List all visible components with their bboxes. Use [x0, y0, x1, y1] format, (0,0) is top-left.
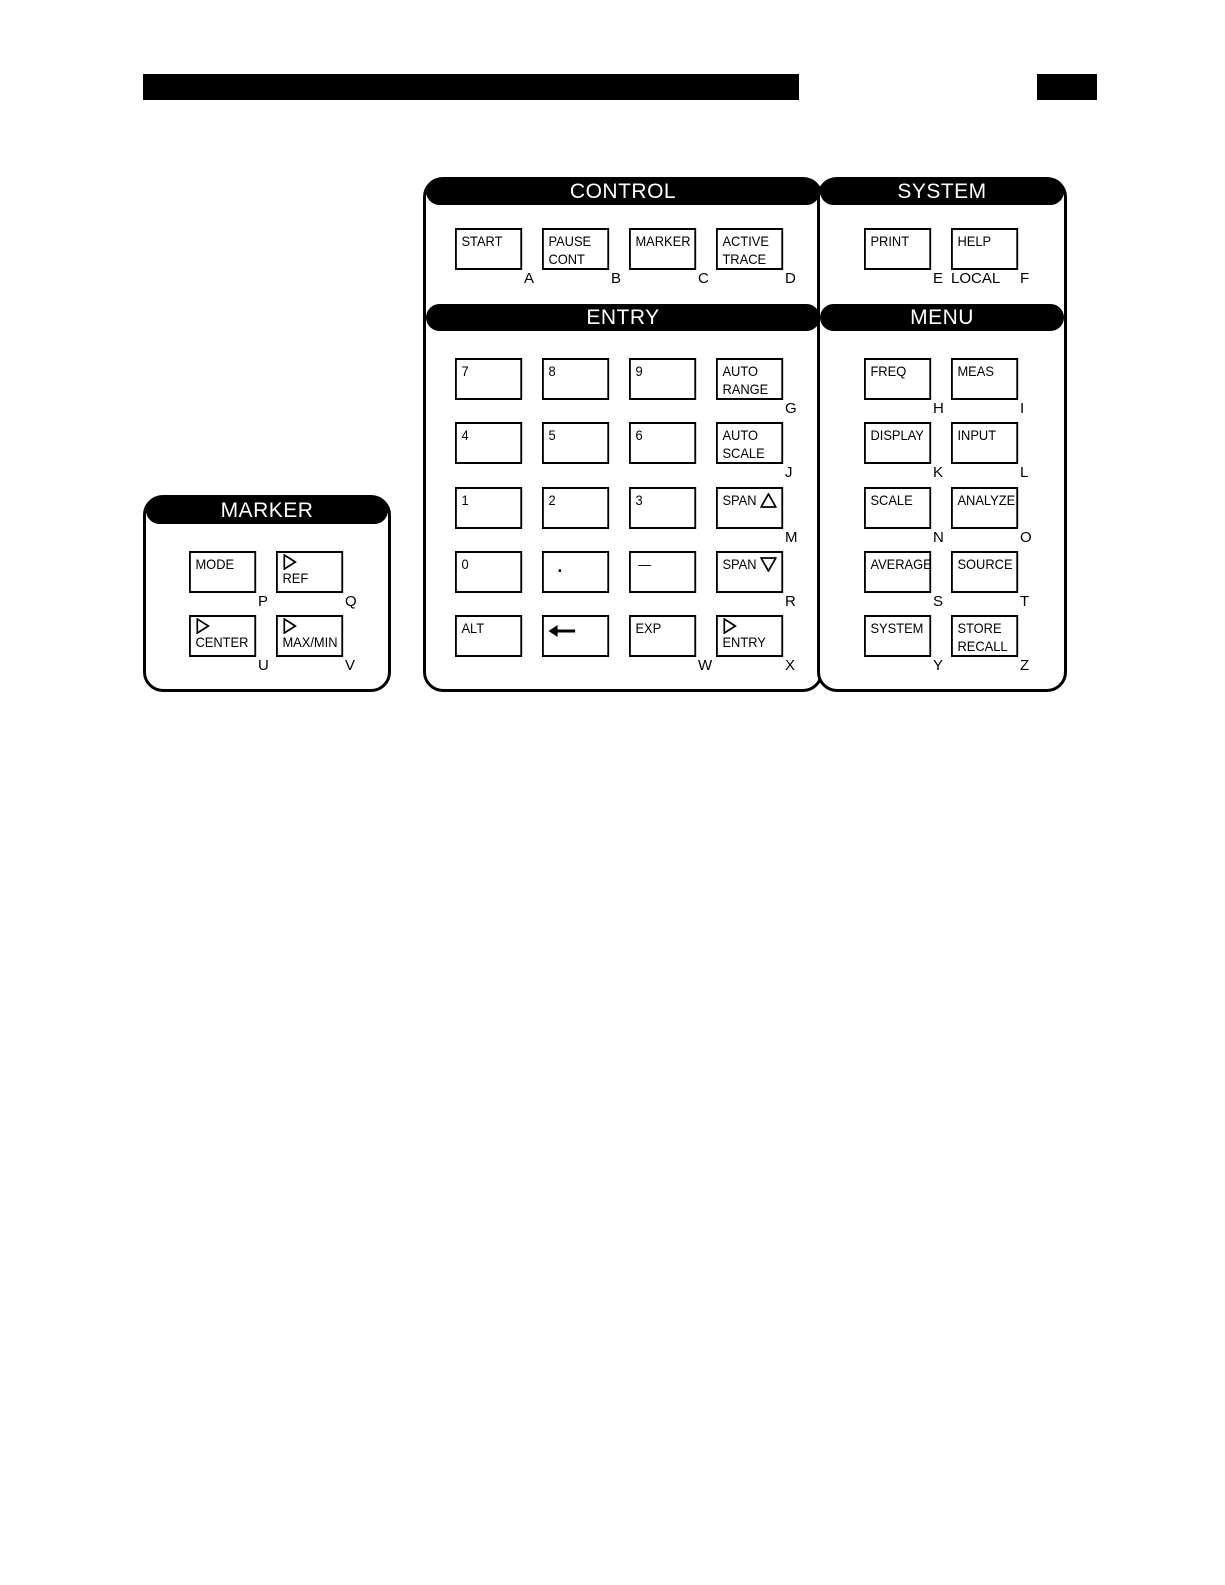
- key-label: 2: [548, 492, 556, 508]
- key-center[interactable]: [189, 615, 256, 657]
- key-scale[interactable]: [864, 487, 931, 529]
- key-label: 0: [461, 556, 469, 572]
- key-letter-f: F: [1020, 270, 1030, 287]
- key-label: TRACE: [722, 251, 767, 267]
- key-k8[interactable]: [542, 358, 609, 400]
- key-system[interactable]: [864, 615, 931, 657]
- key-marker[interactable]: [629, 228, 696, 270]
- key-autoscale[interactable]: [716, 422, 783, 464]
- key-label: RANGE: [722, 381, 769, 397]
- key-meas[interactable]: [951, 358, 1018, 400]
- key-label: REF: [282, 570, 309, 586]
- key-letter-n: N: [933, 529, 944, 546]
- key-letter-t: T: [1020, 593, 1030, 610]
- key-average[interactable]: [864, 551, 931, 593]
- key-letter-h: H: [933, 400, 944, 417]
- key-analyze[interactable]: [951, 487, 1018, 529]
- key-label: 4: [461, 427, 469, 443]
- key-label: 3: [635, 492, 643, 508]
- key-back[interactable]: [542, 615, 609, 657]
- key-label: 5: [548, 427, 556, 443]
- key-letter-s: S: [933, 593, 944, 610]
- key-letter-k: K: [933, 464, 944, 481]
- header-bar: [143, 74, 799, 100]
- key-entry[interactable]: [716, 615, 783, 657]
- key-exp[interactable]: [629, 615, 696, 657]
- key-k6[interactable]: [629, 422, 696, 464]
- key-display[interactable]: [864, 422, 931, 464]
- key-input[interactable]: [951, 422, 1018, 464]
- key-alt[interactable]: [455, 615, 522, 657]
- key-k0[interactable]: [455, 551, 522, 593]
- key-k9[interactable]: [629, 358, 696, 400]
- key-ref[interactable]: [276, 551, 343, 593]
- triangle-right-icon: [282, 618, 341, 634]
- triangle-down-icon: [760, 557, 777, 572]
- key-k4[interactable]: [455, 422, 522, 464]
- key-print[interactable]: [864, 228, 931, 270]
- system-menu-panel: [817, 177, 1067, 692]
- key-label: STORE: [957, 620, 1002, 636]
- key-label: ACTIVE: [722, 233, 769, 249]
- key-label: PAUSE: [548, 233, 592, 249]
- key-label: —: [638, 556, 652, 572]
- key-label: AVERAGE: [870, 556, 932, 572]
- key-letter-p: P: [258, 593, 269, 610]
- key-freq[interactable]: [864, 358, 931, 400]
- key-k5[interactable]: [542, 422, 609, 464]
- key-label: RECALL: [957, 638, 1008, 654]
- key-letter-v: V: [345, 657, 356, 674]
- triangle-up-icon: [760, 493, 777, 508]
- key-label: SOURCE: [957, 556, 1013, 572]
- key-label: CENTER: [195, 634, 249, 650]
- key-letter-d: D: [785, 270, 796, 287]
- key-label: SCALE: [722, 445, 765, 461]
- key-letter-u: U: [258, 657, 269, 674]
- system-header: SYSTEM: [820, 178, 1064, 205]
- key-label: SPAN: [722, 491, 781, 509]
- key-label: 7: [461, 363, 469, 379]
- key-letter-y: Y: [933, 657, 944, 674]
- entry-header: ENTRY: [426, 304, 820, 331]
- key-k3[interactable]: [629, 487, 696, 529]
- key-letter-b: B: [611, 270, 622, 287]
- key-label: START: [461, 233, 503, 249]
- key-letter-e: E: [933, 270, 944, 287]
- key-label: SCALE: [870, 492, 913, 508]
- key-label: CONT: [548, 251, 585, 267]
- key-letter-x: X: [785, 657, 796, 674]
- key-active[interactable]: [716, 228, 783, 270]
- key-source[interactable]: [951, 551, 1018, 593]
- menu-header: MENU: [820, 304, 1064, 331]
- key-minus[interactable]: [629, 551, 696, 593]
- key-letter-r: R: [785, 593, 796, 610]
- key-mode[interactable]: [189, 551, 256, 593]
- key-spanup[interactable]: [716, 487, 783, 529]
- key-dot[interactable]: [542, 551, 609, 593]
- key-label: DISPLAY: [870, 427, 924, 443]
- key-autorange[interactable]: [716, 358, 783, 400]
- key-letter-a: A: [524, 270, 535, 287]
- key-label: SPAN: [722, 555, 781, 573]
- key-label: AUTO: [722, 363, 758, 379]
- key-label: MODE: [195, 556, 235, 572]
- key-label: MAX/MIN: [282, 634, 338, 650]
- key-label: PRINT: [870, 233, 910, 249]
- key-label: 8: [548, 363, 556, 379]
- key-label: INPUT: [957, 427, 997, 443]
- key-sublabel-local: LOCAL: [951, 270, 1001, 287]
- page-tab-bar: [1037, 74, 1097, 100]
- triangle-right-icon: [722, 618, 781, 634]
- key-letter-o: O: [1020, 529, 1032, 546]
- key-label: ALT: [461, 620, 485, 636]
- key-letter-i: I: [1020, 400, 1025, 417]
- key-label: MEAS: [957, 363, 994, 379]
- key-label: ANALYZE: [957, 492, 1016, 508]
- key-label: EXP: [635, 620, 662, 636]
- key-letter-j: J: [785, 464, 793, 481]
- key-store[interactable]: [951, 615, 1018, 657]
- key-k1[interactable]: [455, 487, 522, 529]
- key-maxmin[interactable]: [276, 615, 343, 657]
- key-label: 1: [461, 492, 469, 508]
- key-letter-l: L: [1020, 464, 1029, 481]
- control-header: CONTROL: [426, 178, 820, 205]
- marker-header: MARKER: [146, 497, 388, 524]
- key-spandown[interactable]: [716, 551, 783, 593]
- key-help[interactable]: [951, 228, 1018, 270]
- key-label: MARKER: [635, 233, 691, 249]
- key-label: .: [557, 556, 563, 576]
- key-label: 9: [635, 363, 643, 379]
- key-label: FREQ: [870, 363, 907, 379]
- key-label: HELP: [957, 233, 992, 249]
- key-k2[interactable]: [542, 487, 609, 529]
- key-letter-q: Q: [345, 593, 357, 610]
- key-letter-c: C: [698, 270, 709, 287]
- key-letter-z: Z: [1020, 657, 1030, 674]
- key-start[interactable]: [455, 228, 522, 270]
- key-label: SYSTEM: [870, 620, 924, 636]
- key-pause[interactable]: [542, 228, 609, 270]
- key-letter-g: G: [785, 400, 797, 417]
- key-letter-m: M: [785, 529, 798, 546]
- key-label: 6: [635, 427, 643, 443]
- backspace-arrow-icon: [548, 623, 607, 639]
- key-label: ENTRY: [722, 634, 766, 650]
- triangle-right-icon: [195, 618, 254, 634]
- key-letter-w: W: [698, 657, 713, 674]
- key-k7[interactable]: [455, 358, 522, 400]
- key-label: AUTO: [722, 427, 758, 443]
- triangle-right-icon: [282, 554, 341, 570]
